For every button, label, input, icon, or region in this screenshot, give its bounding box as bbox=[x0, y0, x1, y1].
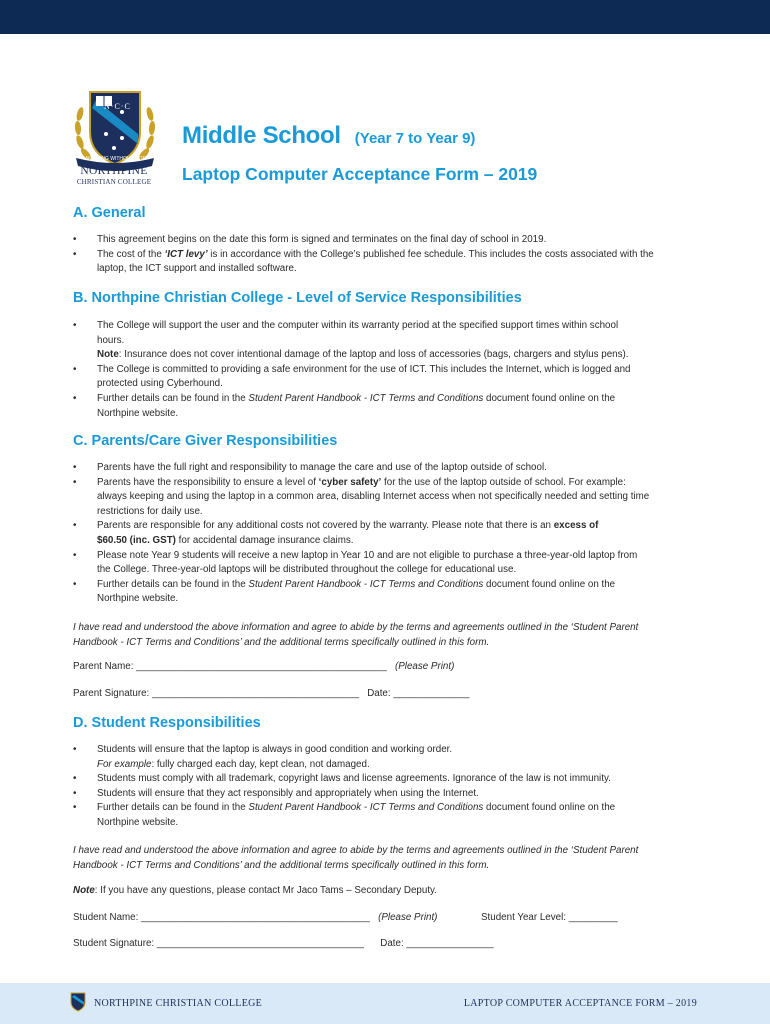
list-item: • Students will ensure that they act responsibly and appropriately when using the Internet. bbox=[73, 787, 703, 802]
page-title bbox=[182, 122, 475, 150]
section-a-heading: A. General bbox=[73, 205, 146, 221]
footer-crest-icon bbox=[70, 992, 86, 1012]
logo-name-line1: NORTHPINE bbox=[80, 165, 148, 177]
list-item: • Students must comply with all trademark, copyright laws and license agreements. Ignorance of the law is not immunity. bbox=[73, 772, 703, 787]
page-footer bbox=[0, 983, 770, 1024]
parent-signature-field[interactable]: Parent Signature: ______________________________________ Date: ______________ bbox=[73, 688, 470, 699]
crest-letters: N·C·C bbox=[104, 102, 131, 111]
form-subtitle: Laptop Computer Acceptance Form – 2019 bbox=[182, 164, 538, 184]
parent-agreement-text: I have read and understood the above information and agree to abide by the terms and agreements outlined in the ‘Student Parent Handbook - ICT Terms and Conditions’ and the additional terms specifically outlined in this form. bbox=[73, 622, 639, 648]
footer-form-title: LAPTOP COMPUTER ACCEPTANCE FORM – 2019 bbox=[463, 998, 697, 1009]
section-c-heading: C. Parents/Care Giver Responsibilities bbox=[73, 433, 338, 449]
section-b-list bbox=[73, 319, 703, 421]
top-header-bar bbox=[0, 0, 770, 34]
list-item: • This agreement begins on the date this form is signed and terminates on the final day of school in 2019. bbox=[73, 233, 703, 248]
parent-name-field[interactable]: Parent Name: ______________________________________________ (Please Print) bbox=[73, 661, 455, 672]
title-main: Middle School bbox=[182, 122, 341, 149]
logo-name-line2: CHRISTIAN COLLEGE bbox=[76, 177, 152, 186]
crest-motto: NOTHING WITHOUT GOD bbox=[85, 156, 147, 162]
list-item: • Parents are responsible for any additional costs not covered by the warranty. Please note that there is an excess of $60.50 (inc. GST) for accidental damage insurance claims. bbox=[73, 519, 703, 548]
list-item: • The College is committed to providing a safe environment for the use of ICT. This includes the Internet, which is logged and protected using Cyberhound. bbox=[73, 363, 703, 392]
contact-note: Note: If you have any questions, please contact Mr Jaco Tams – Secondary Deputy. bbox=[73, 885, 437, 896]
list-item: • Parents have the full right and responsibility to manage the care and use of the laptop outside of school. bbox=[73, 461, 703, 476]
student-name-field[interactable]: Student Name: __________________________________________ (Please Print) Student Year Level: _________ bbox=[73, 912, 618, 923]
section-b-heading: B. Northpine Christian College - Level of Service Responsibilities bbox=[73, 290, 522, 306]
section-c-list bbox=[73, 461, 703, 607]
list-item: • Further details can be found in the Student Parent Handbook - ICT Terms and Conditions document found online on the Northpine website. bbox=[73, 392, 703, 421]
section-a-list bbox=[73, 233, 703, 277]
college-logo-text bbox=[62, 166, 166, 186]
student-signature-field[interactable]: Student Signature: ______________________________________ Date: ________________ bbox=[73, 938, 494, 949]
list-item: • Parents have the responsibility to ensure a level of ‘cyber safety’ for the use of the laptop outside of school. For example: always keeping and using the laptop in a common area, disabling Internet access when not specifically needed and setting time restrictions for daily use. bbox=[73, 476, 703, 520]
list-item: • The cost of the ‘ICT levy’ is in accordance with the College’s published fee schedule. This includes the costs associated with the laptop, the ICT support and installed software. bbox=[73, 248, 703, 277]
list-item: • Further details can be found in the Student Parent Handbook - ICT Terms and Conditions document found online on the Northpine website. bbox=[73, 801, 703, 830]
title-years: (Year 7 to Year 9) bbox=[354, 130, 476, 147]
section-d-heading: D. Student Responsibilities bbox=[73, 715, 261, 731]
footer-college-name: NORTHPINE CHRISTIAN COLLEGE bbox=[94, 998, 263, 1009]
list-item: • The College will support the user and the computer within its warranty period at the specified support times within school hours. Note: Insurance does not cover intentional damage of the laptop and loss of accessories (bags, chargers and stylus pens). bbox=[73, 319, 703, 363]
list-item: • Please note Year 9 students will receive a new laptop in Year 10 and are not eligible to purchase a three-year-old laptop from the College. Three-year-old laptops will be distributed throughout the college for educational use. bbox=[73, 549, 703, 578]
section-d-list bbox=[73, 743, 703, 831]
student-agreement-text: I have read and understood the above information and agree to abide by the terms and agreements outlined in the ‘Student Parent Handbook - ICT Terms and Conditions’ and the additional terms specifically outlined in this form. bbox=[73, 845, 639, 871]
list-item: • Further details can be found in the Student Parent Handbook - ICT Terms and Conditions document found online on the Northpine website. bbox=[73, 578, 703, 607]
list-item: • Students will ensure that the laptop is always in good condition and working order. For example: fully charged each day, kept clean, not damaged. bbox=[73, 743, 703, 772]
